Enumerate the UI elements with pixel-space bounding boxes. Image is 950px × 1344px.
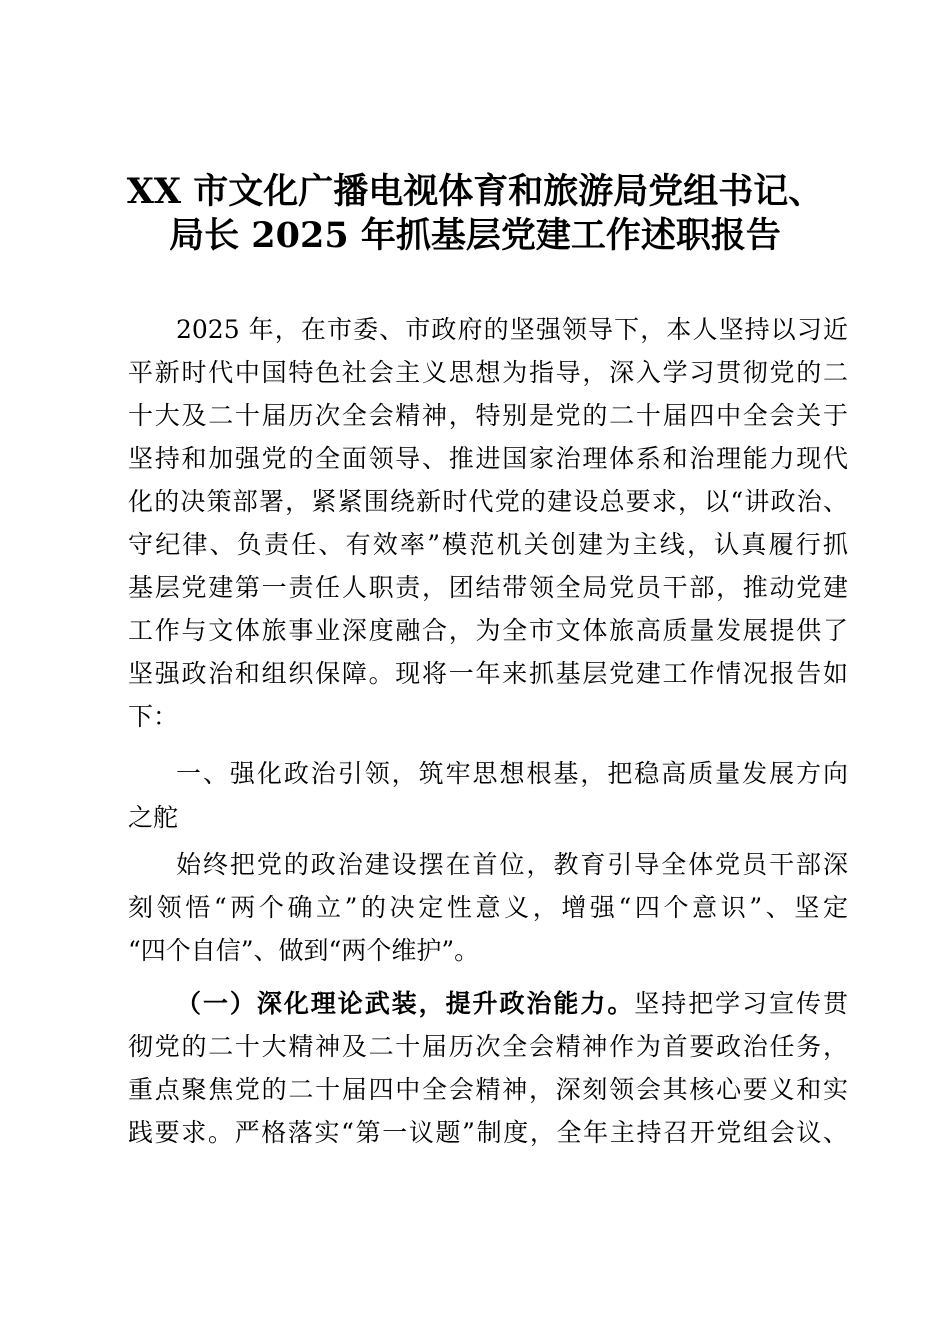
document-title-line-2: 局长 2025 年抓基层党建工作述职报告 (169, 215, 781, 256)
intro-line-7: 基层党建第一责任人职责，团结带领全局党员干部，推动党建 (128, 573, 848, 602)
intro-line-5: 化的决策部署，紧紧围绕新时代党的建设总要求，以“讲政治、 (128, 487, 848, 516)
subsection-1-line-4: 践要求。严格落实“第一议题”制度，全年主持召开党组会议、 (128, 1118, 848, 1147)
intro-line-3: 十大及二十届历次全会精神，特别是党的二十届四中全会关于 (128, 401, 848, 430)
intro-line-2: 平新时代中国特色社会主义思想为指导，深入学习贯彻党的二 (128, 358, 848, 387)
intro-line-10: 下： (128, 702, 179, 731)
subsection-1-line-3: 重点聚焦党的二十届四中全会精神，深刻领会其核心要义和实 (128, 1075, 848, 1104)
intro-line-4: 坚持和加强党的全面领导、推进国家治理体系和治理能力现代 (128, 444, 848, 473)
section-1-para-line-2: 刻领悟“两个确立”的决定性意义，增强“四个意识”、坚定 (128, 893, 848, 922)
subsection-1-first-line-rest: 坚持把学习宣传贯 (634, 989, 848, 1018)
subsection-1-line-1 (176, 984, 848, 1024)
document-title-line-1: XX 市文化广播电视体育和旅游局党组书记、 (126, 171, 824, 212)
intro-line-8: 工作与文体旅事业深度融合，为全市文体旅高质量发展提供了 (128, 616, 848, 645)
section-1-heading-line-1: 一、强化政治引领，筑牢思想根基，把稳高质量发展方向 (176, 759, 848, 788)
section-1-heading-line-2: 之舵 (128, 803, 179, 832)
intro-line-9: 坚强政治和组织保障。现将一年来抓基层党建工作情况报告如 (128, 659, 848, 688)
section-1-para-line-1: 始终把党的政治建设摆在首位，教育引导全体党员干部深 (176, 850, 848, 879)
intro-line-6: 守纪律、负责任、有效率”模范机关创建为主线，认真履行抓 (128, 530, 848, 559)
subsection-1-line-2: 彻党的二十大精神及二十届历次全会精神作为首要政治任务， (128, 1032, 848, 1061)
subsection-1-bold-heading: （一）深化理论武装，提升政治能力。 (176, 989, 635, 1018)
intro-line-1: 2025 年，在市委、市政府的坚强领导下，本人坚持以习近 (176, 315, 848, 344)
section-1-para-line-3: “四个自信”、做到“两个维护”。 (128, 936, 480, 965)
